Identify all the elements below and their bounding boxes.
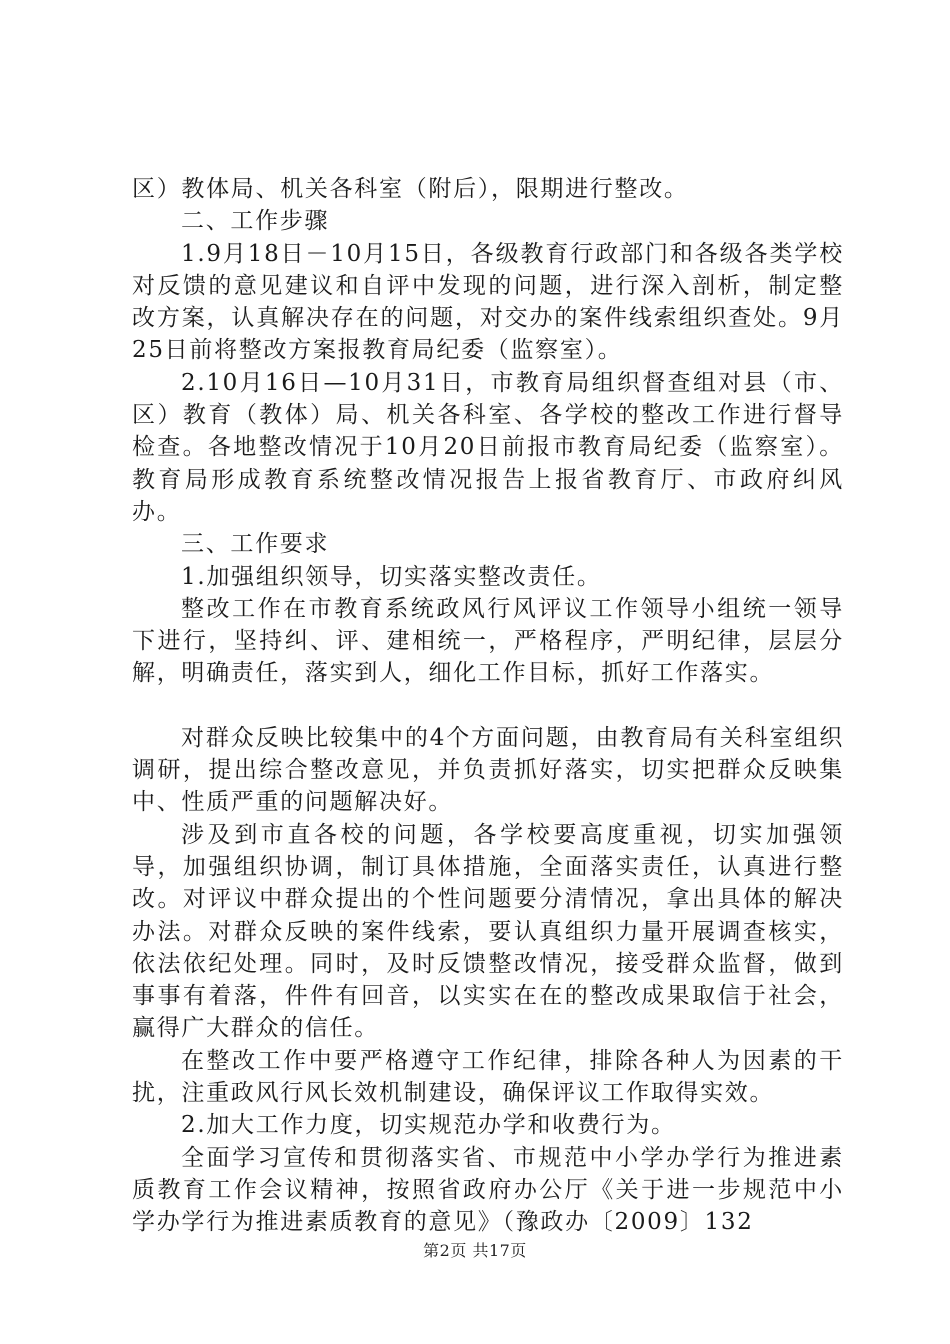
paragraph-requirement-1-body: 整改工作在市教育系统政风行风评议工作领导小组统一领导下进行，坚持纠、评、建相统一，严格程序，严明纪律，层层分解，明确责任，落实到人，细化工作目标，抓好工作落实。 <box>132 595 844 687</box>
paragraph-step-1: 1.9月18日－10月15日，各级教育行政部门和各级各类学校对反馈的意见建议和自评中发现的问题，进行深入剖析，制定整改方案，认真解决存在的问题，对交办的案件线索组织查处。9月25日前将整改方案报教育局纪委（监察室）。 <box>132 240 844 364</box>
paragraph-step-2: 2.10月16日—10月31日，市教育局组织督查组对县（市、区）教育（教体）局、机关各科室、各学校的整改工作进行督导检查。各地整改情况于10月20日前报市教育局纪委（监察室）。教育局形成教育系统整改情况报告上报省教育厅、市政府纠风办。 <box>132 369 844 525</box>
section-heading-work-steps: 二、工作步骤 <box>181 208 330 235</box>
paragraph-four-issues: 对群众反映比较集中的4个方面问题，由教育局有关科室组织调研，提出综合整改意见，并负责抓好落实，切实把群众反映集中、性质严重的问题解决好。 <box>132 724 844 816</box>
document-body <box>132 173 844 1239</box>
paragraph-requirement-2-body: 全面学习宣传和贯彻落实省、市规范中小学办学行为推进素质教育工作会议精神，按照省政府办公厅《关于进一步规范中小学办学行为推进素质教育的意见》（豫政办〔2009〕132 <box>132 1144 844 1236</box>
paragraph-discipline: 在整改工作中要严格遵守工作纪律，排除各种人为因素的干扰，注重政风行风长效机制建设，确保评议工作取得实效。 <box>132 1047 844 1107</box>
paragraph-continuation: 区）教体局、机关各科室（附后），限期进行整改。 <box>132 176 689 202</box>
subheading-requirement-2: 2.加大工作力度，切实规范办学和收费行为。 <box>181 1112 676 1139</box>
paragraph-school-issues: 涉及到市直各校的问题，各学校要高度重视，切实加强领导，加强组织协调，制订具体措施，全面落实责任，认真进行整改。对评议中群众提出的个性问题要分清情况，拿出具体的解决办法。对群众反映的案件线索，要认真组织力量开展调查核实，依法依纪处理。同时，及时反馈整改情况，接受群众监督，做到事事有着落，件件有回音，以实实在在的整改成果取信于社会，赢得广大群众的信任。 <box>132 821 844 1042</box>
page-number: 第2页 共17页 <box>423 1241 527 1260</box>
section-heading-work-requirements: 三、工作要求 <box>181 531 330 558</box>
subheading-requirement-1: 1.加强组织领导，切实落实整改责任。 <box>181 563 602 590</box>
page-footer <box>0 1240 950 1262</box>
